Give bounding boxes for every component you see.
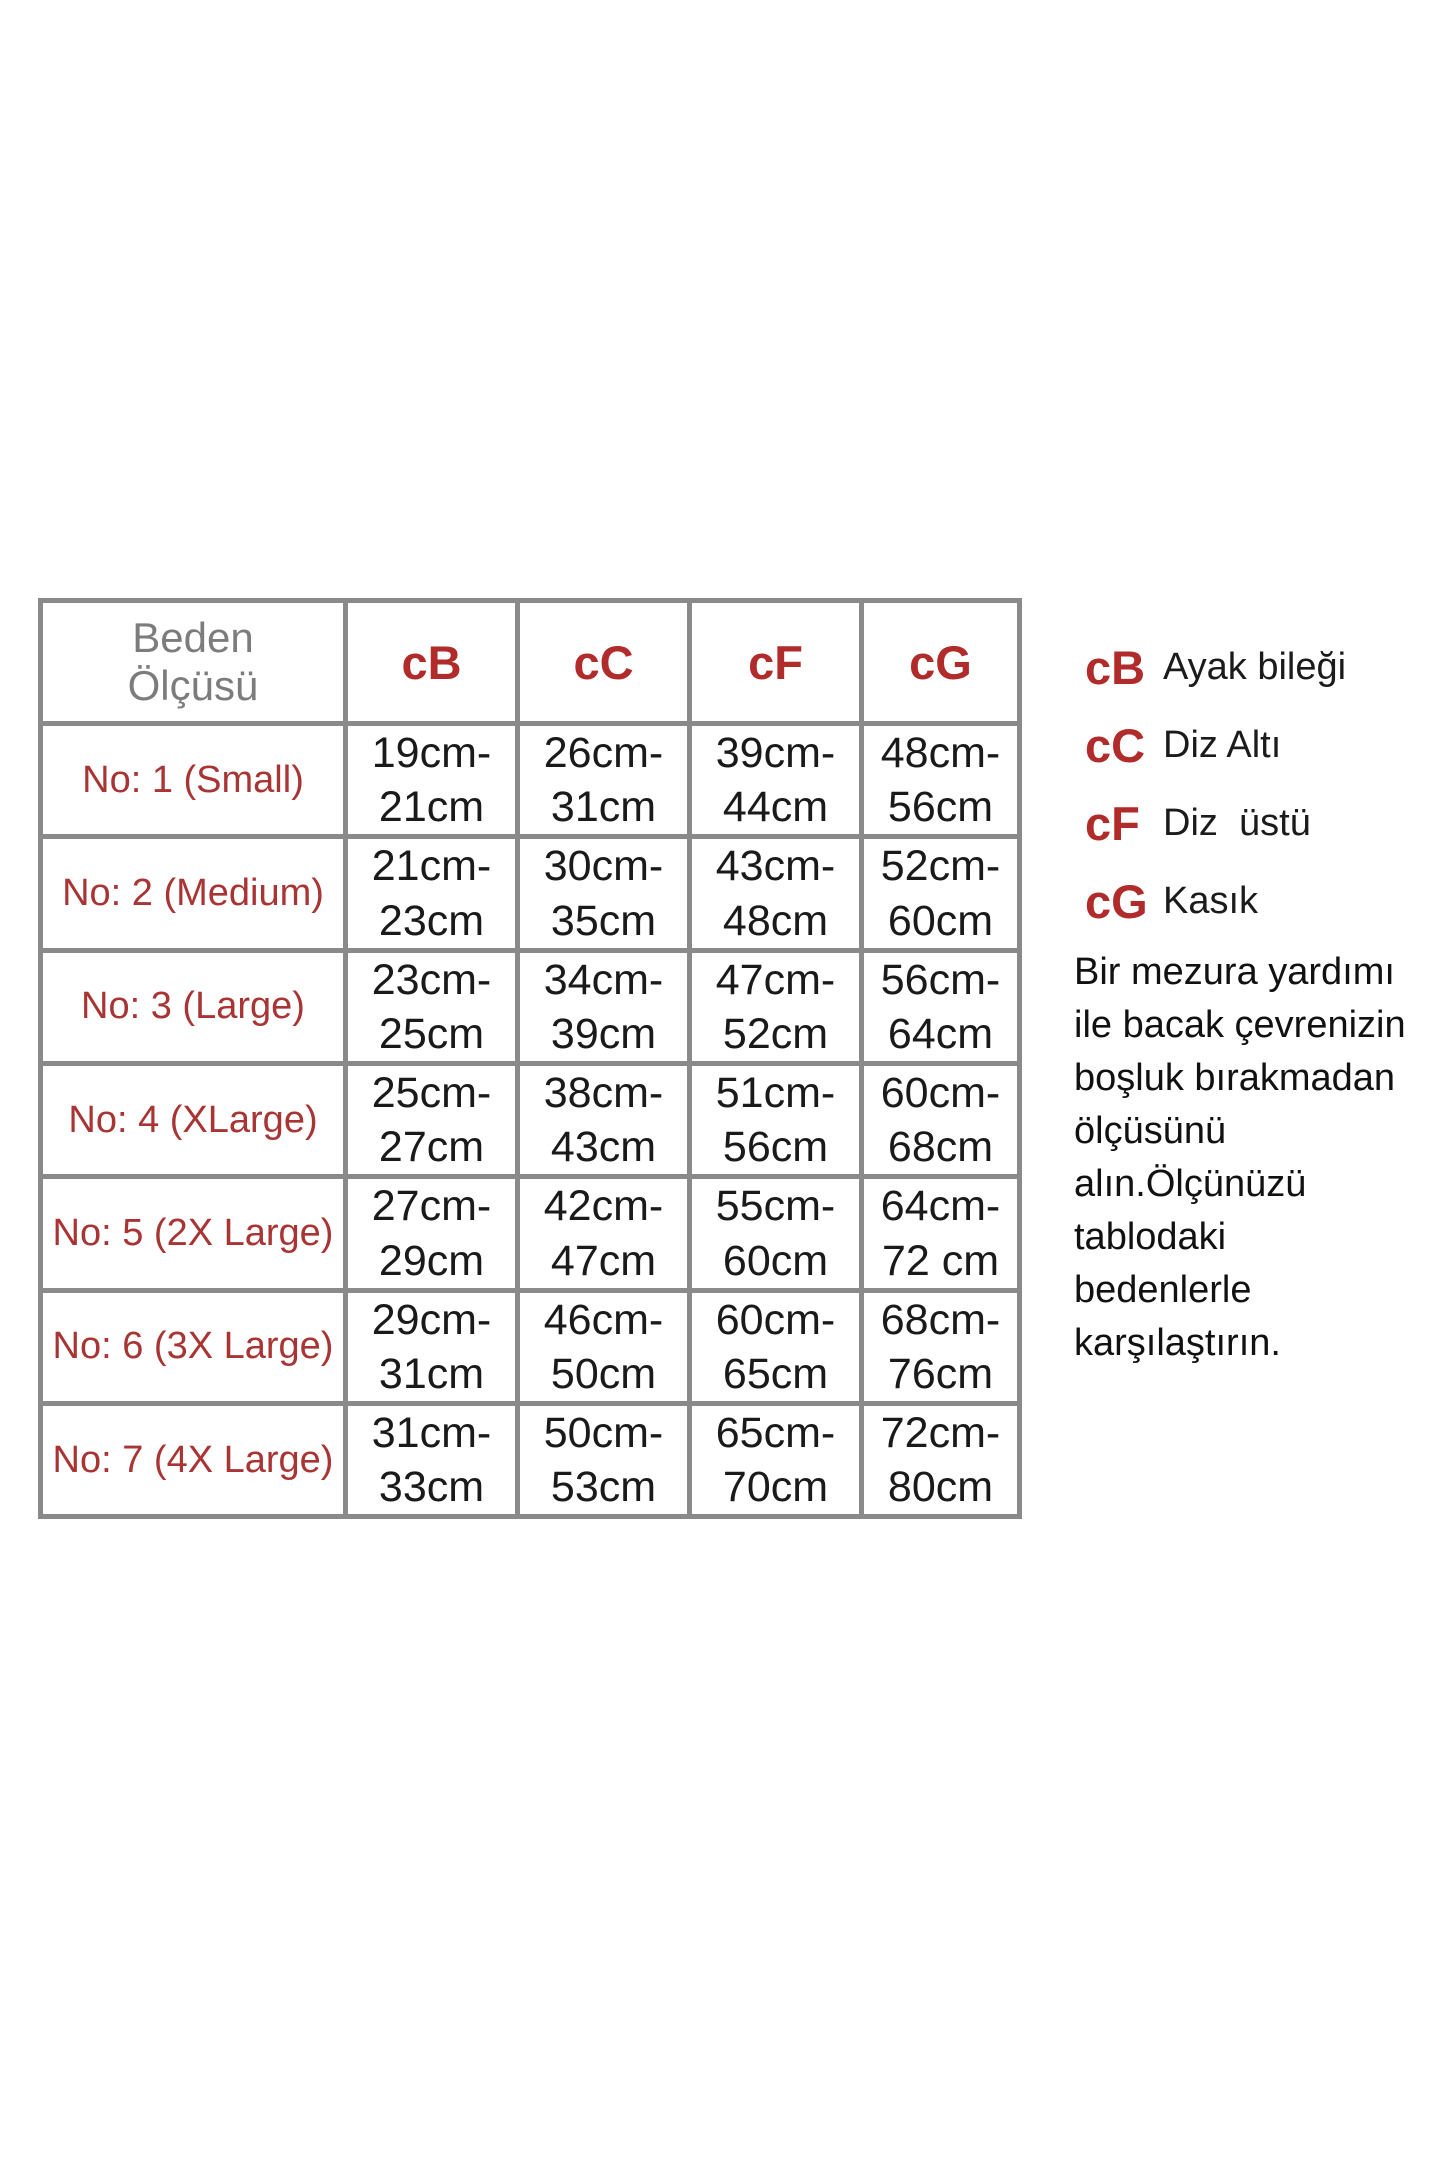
measurement-cell	[862, 724, 1020, 837]
measurement-line: 43cm	[550, 1123, 657, 1172]
legend-label: Diz Altı	[1163, 723, 1282, 766]
measurement-line: 68cm-	[880, 1295, 1001, 1344]
measurement-line: 29cm	[378, 1236, 485, 1285]
size-row	[41, 837, 1020, 950]
note-line: karşılaştırın.	[1074, 1322, 1281, 1364]
measurement-cell	[346, 950, 518, 1063]
measurement-line: 53cm	[550, 1463, 657, 1512]
measurement-line: 31cm	[378, 1349, 485, 1398]
measurement-line: 33cm	[378, 1463, 485, 1512]
measurement-cell	[518, 1290, 690, 1403]
legend-item	[1085, 862, 1346, 940]
measurement-line: 30cm-	[543, 842, 664, 891]
measurement-line: 51cm-	[715, 1069, 836, 1118]
measurement-line: 26cm-	[543, 729, 664, 777]
legend-label: Kasık	[1163, 879, 1259, 922]
measurement-line: 38cm-	[543, 1069, 664, 1118]
measurement-cell	[518, 1404, 690, 1517]
corner-header-line1: Beden	[132, 613, 254, 661]
note-line: alın.Ölçünüzü	[1074, 1163, 1307, 1205]
measurement-cell	[518, 1064, 690, 1177]
measurement-line: 56cm-	[880, 955, 1001, 1004]
measurement-line: 47cm	[550, 1236, 657, 1285]
measurement-line: 27cm	[378, 1123, 485, 1172]
measurement-cell	[862, 950, 1020, 1063]
measurement-cell	[518, 1177, 690, 1290]
column-header-cg: cG	[862, 601, 1020, 724]
note-line: Bir mezura yardımı	[1074, 951, 1395, 993]
legend-code: cF	[1085, 796, 1140, 850]
size-row	[41, 724, 1020, 837]
measurement-line: 72cm-	[880, 1409, 1001, 1458]
measurement-line: 48cm	[722, 896, 829, 945]
measurement-line: 50cm-	[543, 1409, 664, 1458]
measurement-cell	[690, 950, 862, 1063]
measurement-line: 31cm	[550, 783, 657, 832]
measurement-line: 23cm	[378, 896, 485, 945]
size-row	[41, 1064, 1020, 1177]
measurement-cell	[690, 1404, 862, 1517]
size-row	[41, 1290, 1020, 1403]
measure-legend	[1085, 628, 1346, 940]
measurement-line: 65cm	[722, 1349, 829, 1398]
measurement-line: 21cm-	[371, 842, 492, 891]
measurement-line: 52cm	[722, 1009, 829, 1058]
note-line: ölçüsünü	[1074, 1110, 1227, 1152]
measurement-cell	[862, 1064, 1020, 1177]
legend-label: Diz üstü	[1163, 801, 1311, 844]
measurement-line: 60cm-	[880, 1069, 1001, 1118]
legend-item	[1085, 706, 1346, 784]
size-row-label: No: 6 (3X Large)	[41, 1290, 346, 1403]
note-line: ile bacak çevrenizin	[1074, 1004, 1406, 1046]
size-row-label: No: 5 (2X Large)	[41, 1177, 346, 1290]
measurement-line: 25cm	[378, 1009, 485, 1058]
measurement-cell	[518, 837, 690, 950]
size-row-label: No: 4 (XLarge)	[41, 1064, 346, 1177]
measurement-line: 34cm-	[543, 955, 664, 1004]
column-header-cc: cC	[518, 601, 690, 724]
measurement-line: 72 cm	[881, 1236, 1000, 1285]
measurement-cell	[346, 1290, 518, 1403]
measurement-line: 47cm-	[715, 955, 836, 1004]
size-row-label: No: 7 (4X Large)	[41, 1404, 346, 1517]
size-table-body	[41, 601, 1020, 1517]
measurement-line: 23cm-	[371, 955, 492, 1004]
note-line: tablodaki	[1074, 1216, 1227, 1258]
measurement-cell	[346, 837, 518, 950]
measurement-cell	[862, 837, 1020, 950]
measurement-cell	[690, 837, 862, 950]
measurement-line: 52cm-	[880, 842, 1001, 891]
measurement-line: 39cm	[550, 1009, 657, 1058]
measurement-line: 42cm-	[543, 1182, 664, 1231]
measurement-line: 31cm-	[371, 1409, 492, 1458]
measurement-line: 68cm	[887, 1123, 994, 1172]
size-row	[41, 1404, 1020, 1517]
table-header-row	[41, 601, 1020, 724]
column-header-cb: cB	[346, 601, 518, 724]
measurement-cell	[862, 1177, 1020, 1290]
measurement-cell	[690, 724, 862, 837]
note-line: bedenlerle	[1074, 1269, 1252, 1311]
legend-code: cC	[1085, 718, 1146, 772]
corner-header	[41, 601, 346, 724]
measurement-line: 29cm-	[371, 1295, 492, 1344]
measurement-line: 50cm	[550, 1349, 657, 1398]
measurement-line: 80cm	[887, 1463, 994, 1512]
measurement-line: 35cm	[550, 896, 657, 945]
measurement-cell	[518, 950, 690, 1063]
measurement-line: 27cm-	[371, 1182, 492, 1231]
size-row	[41, 1177, 1020, 1290]
measurement-line: 64cm	[887, 1009, 994, 1058]
measurement-line: 21cm	[378, 783, 485, 832]
measurement-line: 46cm-	[543, 1295, 664, 1344]
legend-label: Ayak bileği	[1163, 645, 1347, 688]
measurement-line: 39cm-	[715, 729, 836, 777]
measurement-cell	[862, 1404, 1020, 1517]
measurement-line: 76cm	[887, 1349, 994, 1398]
measurement-cell	[862, 1290, 1020, 1403]
size-table	[38, 598, 1022, 1519]
column-header-cf: cF	[690, 601, 862, 724]
size-row-label: No: 3 (Large)	[41, 950, 346, 1063]
measurement-line: 65cm-	[715, 1409, 836, 1458]
measurement-cell	[690, 1290, 862, 1403]
note-line: boşluk bırakmadan	[1074, 1057, 1396, 1099]
measurement-cell	[518, 724, 690, 837]
measurement-line: 60cm	[887, 896, 994, 945]
measurement-line: 56cm	[722, 1123, 829, 1172]
size-row-label: No: 1 (Small)	[41, 724, 346, 837]
measurement-line: 56cm	[887, 783, 994, 832]
measurement-cell	[346, 1177, 518, 1290]
legend-code: cB	[1085, 640, 1146, 694]
legend-code: cG	[1085, 874, 1148, 928]
size-row	[41, 950, 1020, 1063]
measurement-line: 43cm-	[715, 842, 836, 891]
measurement-line: 64cm-	[880, 1182, 1001, 1231]
measurement-line: 25cm-	[371, 1069, 492, 1118]
measurement-line: 55cm-	[715, 1182, 836, 1231]
measurement-cell	[346, 1404, 518, 1517]
corner-header-line2: Ölçüsü	[127, 662, 259, 709]
measurement-cell	[690, 1064, 862, 1177]
measurement-cell	[346, 724, 518, 837]
measurement-note	[1074, 946, 1440, 1370]
legend-item	[1085, 784, 1346, 862]
measurement-line: 70cm	[722, 1463, 829, 1512]
measurement-line: 60cm	[722, 1236, 829, 1285]
measurement-line: 60cm-	[715, 1295, 836, 1344]
measurement-cell	[346, 1064, 518, 1177]
measurement-line: 44cm	[722, 783, 829, 832]
measurement-cell	[690, 1177, 862, 1290]
size-row-label: No: 2 (Medium)	[41, 837, 346, 950]
legend-item	[1085, 628, 1346, 706]
measurement-line: 48cm-	[880, 729, 1001, 777]
measurement-line: 19cm-	[371, 729, 492, 777]
